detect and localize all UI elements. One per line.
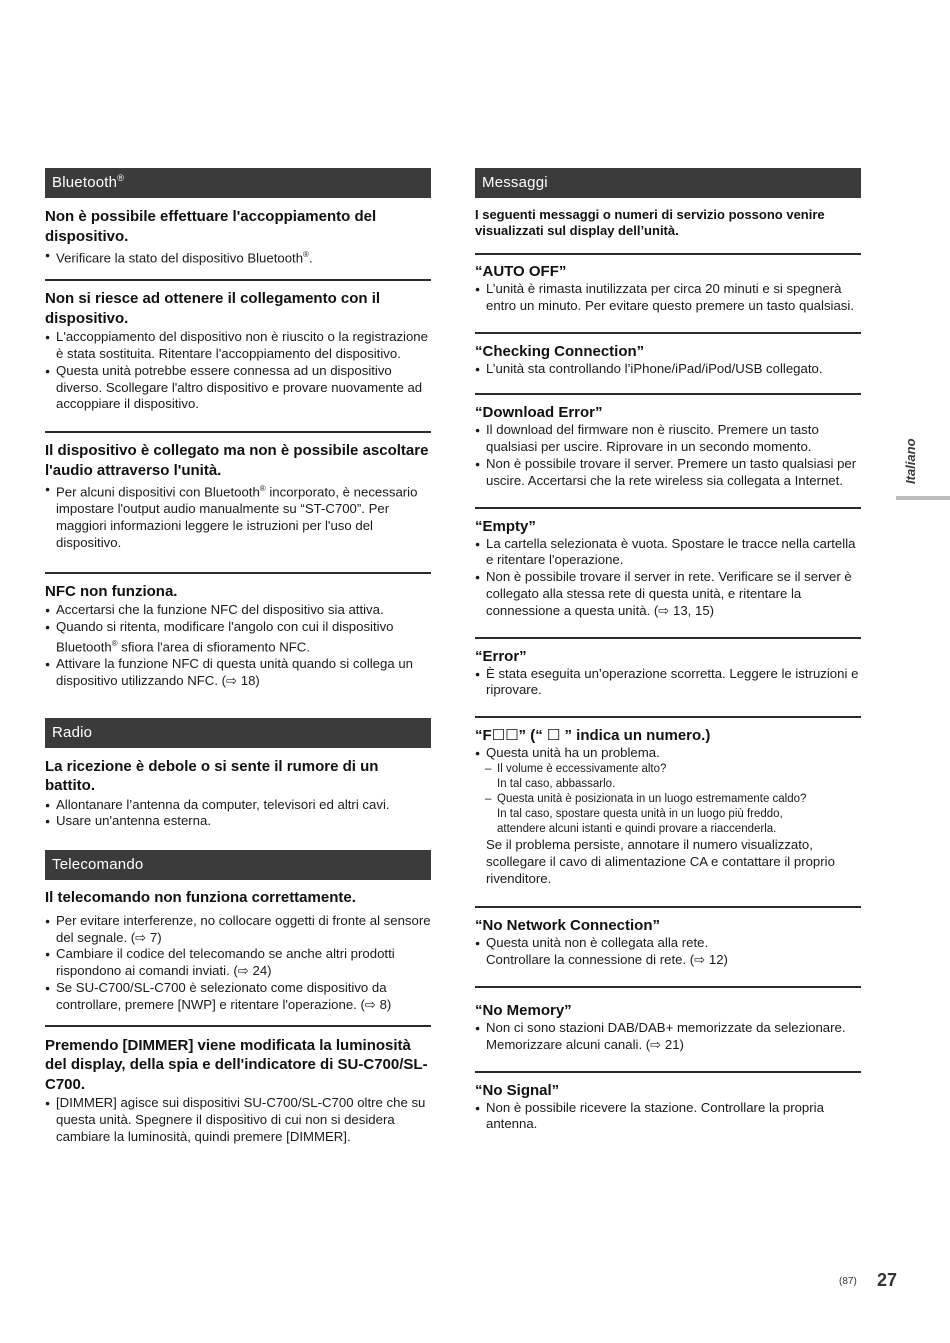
divider	[475, 507, 861, 509]
bullet: ● L’unità è rimasta inutilizzata per circa 20 minuti e si spegnerà entro un minuto. Per evitare questo premere un tasto qualsiasi.	[475, 281, 861, 315]
bullet	[45, 247, 431, 267]
divider	[45, 431, 431, 433]
bullet: ● L’unità sta controllando l’iPhone/iPad/iPod/USB collegato.	[475, 361, 861, 378]
divider	[475, 393, 861, 395]
divider	[475, 986, 861, 988]
divider	[45, 1025, 431, 1027]
msg-download-error: “Download Error”	[475, 404, 603, 422]
bullet-text: Per alcuni dispositivi con Bluetooth	[56, 484, 260, 500]
bullet	[45, 481, 431, 552]
bullet: ● Non è possibile trovare il server. Premere un tasto qualsiasi per uscire. Accertarsi che la rete wireless sia collegata a Internet.	[475, 456, 861, 490]
bullet: ● Cambiare il codice del telecomando se anche altri prodotti rispondono ai comandi inviati. (⇨ 24)	[45, 946, 431, 980]
msg-checking-connection: “Checking Connection”	[475, 342, 645, 360]
bullet: ● La cartella selezionata è vuota. Spostare le tracce nella cartella e ritentare l'operazione.	[475, 536, 861, 570]
bullet: ● Non è possibile trovare il server in rete. Verificare se il server è collegato alla stessa rete di questa unità, e ritentare la connessione a questa unità. (⇨ 13, 15)	[475, 569, 861, 619]
divider	[475, 253, 861, 255]
bullet-text: Quando si ritenta, modificare l'angolo con cui il dispositivo Bluetooth	[56, 619, 394, 655]
bullet: ● Per evitare interferenze, no collocare oggetti di fronte al sensore del segnale. (⇨ 7)	[45, 913, 431, 947]
divider	[45, 279, 431, 281]
bullet: ● L'accoppiamento del dispositivo non è riuscito o la registrazione è stata sostituita. Ritentare l'accoppiamento del dispositivo.	[45, 329, 431, 363]
messages-intro: I seguenti messaggi o numeri di servizio possono venire visualizzati sul display dell’unità.	[475, 207, 825, 238]
section-bar-radio: Radio	[45, 718, 431, 748]
divider	[475, 637, 861, 639]
sub-item-continuation: In tal caso, abbassarlo.	[497, 777, 616, 790]
registered-mark: ®	[111, 638, 118, 648]
msg-f-code: “F☐☐” (“ ☐ ” indica un numero.)	[475, 727, 711, 745]
divider	[475, 906, 861, 908]
section-bar-messages: Messaggi	[475, 168, 861, 198]
registered-mark: ®	[303, 250, 309, 259]
msg-no-memory: “No Memory”	[475, 1001, 572, 1019]
bullet-text: sfiora l'area di sfioramento NFC.	[117, 639, 310, 655]
registered-mark: ®	[117, 173, 125, 183]
registered-mark: ®	[259, 484, 266, 494]
divider	[475, 716, 861, 718]
bullet: ● È stata eseguita un’operazione scorretta. Leggere le istruzioni e riprovare.	[475, 666, 861, 700]
bullet: ● Non ci sono stazioni DAB/DAB+ memorizzate da selezionare. Memorizzare alcuni canali. (⇨ 21)	[475, 1020, 861, 1054]
sub-item-continuation: In tal caso, spostare questa unità in un luogo più freddo,	[497, 807, 783, 820]
section-bar-bluetooth	[45, 168, 431, 198]
divider	[475, 1071, 861, 1073]
divider	[475, 332, 861, 334]
bullet: ● Il download del firmware non è riuscito. Premere un tasto qualsiasi per uscire. Riprovare in un secondo momento.	[475, 422, 861, 456]
bullet: ● Usare un'antenna esterna.	[45, 813, 431, 830]
heading-connection: Non si riesce ad ottenere il collegamento con il dispositivo.	[45, 290, 381, 327]
heading-audio: Il dispositivo è collegato ma non è possibile ascoltare l'audio attraverso l'unità.	[45, 442, 429, 479]
heading-remote: Il telecomando non funziona correttamente.	[45, 889, 356, 907]
bullet	[45, 619, 431, 656]
bullet: ● [DIMMER] agisce sui dispositivi SU-C700/SL-C700 oltre che su questa unità. Spegnere il dispositivo di cui non si desidera cambiare la luminosità, quindi premere [DIMMER].	[45, 1095, 431, 1145]
bullet: ● Allontanare l’antenna da computer, televisori ed altri cavi.	[45, 797, 431, 814]
sub-item: – Il volume è eccessivamente alto?	[475, 762, 861, 777]
bullet-text: incorporato, è necessario impostare l'output audio manualmente su “ST-C700”. Per maggiori informazioni leggere le istruzioni per l'uso del dispositivo.	[56, 484, 418, 550]
bullet-text: .	[308, 250, 313, 266]
left-column	[45, 168, 431, 1145]
sub-item-continuation: attendere alcuni istanti e quindi provare a riaccenderla.	[497, 822, 777, 835]
msg-empty: “Empty”	[475, 517, 536, 535]
bullet: ● Se SU-C700/SL-C700 è selezionato come dispositivo da controllare, premere [NWP] e ritentare l'operazione. (⇨ 8)	[45, 980, 431, 1014]
msg-no-signal: “No Signal”	[475, 1081, 560, 1099]
heading-pairing: Non è possibile effettuare l'accoppiamento del dispositivo.	[45, 208, 377, 245]
section-bar-remote: Telecomando	[45, 850, 431, 880]
bullet: ● Questa unità non è collegata alla rete.	[475, 935, 861, 952]
msg-no-network: “No Network Connection”	[475, 917, 661, 935]
bullet: ● Attivare la funzione NFC di questa unità quando si collega un dispositivo utilizzando NFC. (⇨ 18)	[45, 656, 431, 690]
heading-dimmer: Premendo [DIMMER] viene modificata la luminosità del display, della spia e dell'indicatore di SU-C700/SL-C700.	[45, 1036, 428, 1093]
right-column	[475, 168, 861, 1133]
msg-error: “Error”	[475, 647, 527, 665]
page-number: 27	[877, 1270, 898, 1290]
page-reference: (87)	[839, 1276, 857, 1287]
paragraph: Controllare la connessione di rete. (⇨ 12)	[486, 952, 728, 968]
msg-auto-off: “AUTO OFF”	[475, 263, 567, 280]
bullet: ● Questa unità ha un problema.	[475, 745, 861, 762]
sub-item: – Questa unità è posizionata in un luogo estremamente caldo?	[475, 792, 861, 807]
language-tab-marker	[896, 496, 950, 500]
bullet: ● Questa unità potrebbe essere connessa ad un dispositivo diverso. Scollegare l'altro dispositivo e provare nuovamente ad accoppiare il dispositivo.	[45, 363, 431, 413]
bullet: ● Accertarsi che la funzione NFC del dispositivo sia attiva.	[45, 602, 431, 619]
bullet-text: Verificare la stato del dispositivo Bluetooth	[56, 250, 304, 266]
divider	[45, 572, 431, 574]
paragraph: Se il problema persiste, annotare il numero visualizzato, scollegare il cavo di alimentazione CA e contattare il proprio rivenditore.	[486, 836, 835, 886]
heading-nfc: NFC non funziona.	[45, 582, 178, 600]
heading-reception: La ricezione è debole o si sente il rumore di un battito.	[45, 757, 379, 795]
bullet: ● Non è possibile ricevere la stazione. Controllare la propria antenna.	[475, 1100, 861, 1134]
language-label: Italiano	[903, 438, 918, 484]
section-title: Bluetooth	[52, 174, 118, 191]
